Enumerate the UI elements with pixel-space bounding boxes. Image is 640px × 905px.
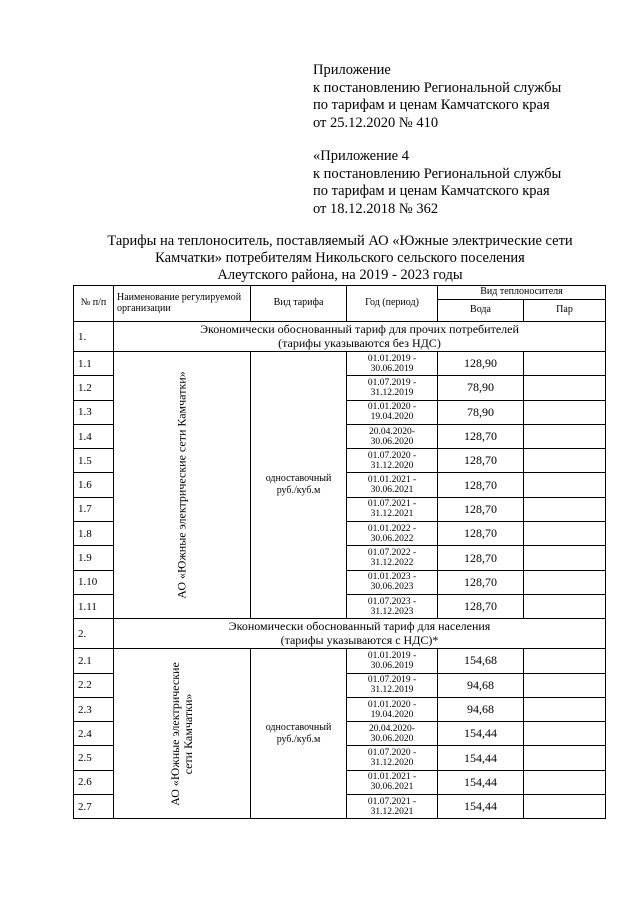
tariff-type-line: одноставочный bbox=[265, 473, 332, 485]
section-num: 1. bbox=[74, 322, 114, 352]
header-num: № п/п bbox=[74, 286, 114, 322]
row-num: 1.7 bbox=[74, 497, 114, 521]
period-cell bbox=[347, 522, 438, 546]
steam-tariff-value bbox=[524, 722, 606, 746]
period-end: 30.06.2021 bbox=[370, 782, 414, 793]
tariff-type bbox=[251, 649, 347, 819]
header-line: по тарифам и ценам Камчатского края bbox=[313, 183, 550, 199]
period-cell bbox=[347, 400, 438, 424]
steam-tariff-value bbox=[524, 770, 606, 794]
period-cell bbox=[347, 570, 438, 594]
row-num: 2.5 bbox=[74, 746, 114, 770]
header-period: Год (период) bbox=[347, 286, 438, 322]
row-num: 2.1 bbox=[74, 649, 114, 673]
period-cell bbox=[347, 649, 438, 673]
period-cell bbox=[347, 424, 438, 448]
table-row bbox=[74, 649, 606, 673]
period-start: 20.04.2020- bbox=[369, 426, 415, 437]
row-num: 1.5 bbox=[74, 449, 114, 473]
period-end: 30.06.2019 bbox=[370, 363, 414, 374]
period-cell bbox=[347, 497, 438, 521]
section-title bbox=[114, 619, 606, 649]
period-end: 30.06.2020 bbox=[370, 436, 414, 447]
water-tariff-value: 128,70 bbox=[438, 497, 524, 521]
period-start: 01.01.2022 - bbox=[367, 523, 417, 534]
period-start: 01.01.2020 - bbox=[367, 699, 417, 710]
period-cell bbox=[347, 594, 438, 618]
org-name-line: АО «Южные электрические bbox=[168, 661, 182, 806]
steam-tariff-value bbox=[524, 673, 606, 697]
table-row bbox=[74, 352, 606, 376]
section-num: 2. bbox=[74, 619, 114, 649]
period-start: 01.01.2021 - bbox=[367, 772, 417, 783]
tariff-type-line: одноставочный bbox=[265, 721, 332, 733]
period-end: 30.06.2019 bbox=[370, 660, 414, 671]
tariff-type bbox=[251, 352, 347, 619]
header-org: Наименование регулируемой организации bbox=[114, 286, 251, 322]
steam-tariff-value bbox=[524, 570, 606, 594]
header-line: к постановлению Региональной службы bbox=[313, 165, 562, 182]
period-cell bbox=[347, 795, 438, 819]
steam-tariff-value bbox=[524, 400, 606, 424]
row-num: 2.4 bbox=[74, 722, 114, 746]
row-num: 1.2 bbox=[74, 376, 114, 400]
row-num: 1.10 bbox=[74, 570, 114, 594]
steam-tariff-value bbox=[524, 522, 606, 546]
document-title bbox=[75, 233, 605, 284]
org-name bbox=[169, 662, 195, 806]
row-num: 2.6 bbox=[74, 770, 114, 794]
steam-tariff-value bbox=[524, 795, 606, 819]
period-end: 19.04.2020 bbox=[370, 412, 414, 423]
water-tariff-value: 128,70 bbox=[438, 424, 524, 448]
title-line: Тарифы на теплоноситель, поставляемый АО «Южные электрические сети bbox=[107, 233, 573, 249]
header-line: от 18.12.2018 № 362 bbox=[313, 200, 439, 217]
row-num: 2.3 bbox=[74, 697, 114, 721]
period-cell bbox=[347, 746, 438, 770]
period-end: 30.06.2023 bbox=[370, 582, 414, 593]
header-carrier: Вид теплоносителя bbox=[438, 286, 606, 300]
section-title-line: (тарифы указываются без НДС) bbox=[278, 335, 441, 350]
period-start: 01.07.2019 - bbox=[367, 675, 417, 686]
row-num: 2.7 bbox=[74, 795, 114, 819]
period-start: 01.07.2020 - bbox=[367, 748, 417, 759]
water-tariff-value: 128,70 bbox=[438, 570, 524, 594]
water-tariff-value: 128,70 bbox=[438, 473, 524, 497]
title-line: Алеутского района, на 2019 - 2023 годы bbox=[217, 267, 463, 283]
row-num: 1.3 bbox=[74, 400, 114, 424]
water-tariff-value: 128,70 bbox=[438, 522, 524, 546]
water-tariff-value: 78,90 bbox=[438, 400, 524, 424]
row-num: 1.8 bbox=[74, 522, 114, 546]
period-start: 01.01.2023 - bbox=[367, 572, 417, 583]
section-title-line: Экономически обоснованный тариф для населения bbox=[228, 619, 491, 634]
period-start: 01.07.2022 - bbox=[367, 548, 417, 559]
row-num: 2.2 bbox=[74, 673, 114, 697]
period-cell bbox=[347, 770, 438, 794]
period-end: 31.12.2020 bbox=[370, 758, 414, 769]
header-line: Приложение bbox=[313, 62, 391, 78]
steam-tariff-value bbox=[524, 473, 606, 497]
steam-tariff-value bbox=[524, 746, 606, 770]
org-name-vertical bbox=[114, 352, 251, 619]
period-cell bbox=[347, 473, 438, 497]
water-tariff-value: 154,44 bbox=[438, 746, 524, 770]
water-tariff-value: 154,44 bbox=[438, 795, 524, 819]
water-tariff-value: 94,68 bbox=[438, 673, 524, 697]
period-end: 31.12.2021 bbox=[370, 806, 414, 817]
period-end: 30.06.2022 bbox=[370, 533, 414, 544]
section-row bbox=[74, 322, 606, 352]
section-title-line: Экономически обоснованный тариф для прочих потребителей bbox=[200, 322, 519, 336]
period-cell bbox=[347, 697, 438, 721]
period-start: 20.04.2020- bbox=[369, 723, 415, 734]
steam-tariff-value bbox=[524, 352, 606, 376]
row-num: 1.11 bbox=[74, 594, 114, 618]
period-start: 01.07.2020 - bbox=[367, 450, 417, 461]
header-tariff-type: Вид тарифа bbox=[251, 286, 347, 322]
header-water: Вода bbox=[438, 300, 524, 322]
period-end: 31.12.2019 bbox=[370, 387, 414, 398]
period-start: 01.07.2019 - bbox=[367, 377, 417, 388]
period-start: 01.01.2019 - bbox=[367, 650, 417, 661]
steam-tariff-value bbox=[524, 376, 606, 400]
period-start: 01.01.2021 - bbox=[367, 475, 417, 486]
period-start: 01.07.2021 - bbox=[367, 499, 417, 510]
steam-tariff-value bbox=[524, 449, 606, 473]
tariff-table bbox=[73, 285, 606, 819]
steam-tariff-value bbox=[524, 497, 606, 521]
org-name-line: сети Камчатки» bbox=[181, 693, 195, 775]
row-num: 1.9 bbox=[74, 546, 114, 570]
period-end: 19.04.2020 bbox=[370, 709, 414, 720]
row-num: 1.1 bbox=[74, 352, 114, 376]
section-title bbox=[114, 322, 606, 352]
steam-tariff-value bbox=[524, 697, 606, 721]
period-cell bbox=[347, 449, 438, 473]
period-cell bbox=[347, 673, 438, 697]
org-name-vertical bbox=[114, 649, 251, 819]
period-end: 30.06.2021 bbox=[370, 485, 414, 496]
header-steam: Пар bbox=[524, 300, 606, 322]
header-line: по тарифам и ценам Камчатского края bbox=[313, 97, 550, 113]
water-tariff-value: 128,90 bbox=[438, 352, 524, 376]
period-end: 30.06.2020 bbox=[370, 733, 414, 744]
steam-tariff-value bbox=[524, 546, 606, 570]
period-cell bbox=[347, 352, 438, 376]
water-tariff-value: 154,68 bbox=[438, 649, 524, 673]
period-start: 01.01.2019 - bbox=[367, 353, 417, 364]
period-end: 31.12.2019 bbox=[370, 685, 414, 696]
period-end: 31.12.2023 bbox=[370, 606, 414, 617]
water-tariff-value: 154,44 bbox=[438, 722, 524, 746]
period-start: 01.07.2021 - bbox=[367, 796, 417, 807]
period-start: 01.01.2020 - bbox=[367, 402, 417, 413]
period-end: 31.12.2022 bbox=[370, 558, 414, 569]
period-end: 31.12.2020 bbox=[370, 460, 414, 471]
water-tariff-value: 154,44 bbox=[438, 770, 524, 794]
row-num: 1.6 bbox=[74, 473, 114, 497]
header-line: от 25.12.2020 № 410 bbox=[313, 114, 439, 131]
org-name: АО «Южные электрические сети Камчатки» bbox=[174, 371, 189, 599]
header-line: к постановлению Региональной службы bbox=[313, 79, 562, 96]
water-tariff-value: 128,70 bbox=[438, 546, 524, 570]
section-row bbox=[74, 619, 606, 649]
water-tariff-value: 128,70 bbox=[438, 449, 524, 473]
period-end: 31.12.2021 bbox=[370, 509, 414, 520]
period-cell bbox=[347, 376, 438, 400]
tariff-unit: руб./куб.м bbox=[276, 733, 321, 745]
title-line: Камчатки» потребителям Никольского сельского поселения bbox=[155, 250, 525, 266]
steam-tariff-value bbox=[524, 424, 606, 448]
tariff-unit: руб./куб.м bbox=[276, 485, 321, 497]
appendix-header-current bbox=[313, 62, 561, 132]
period-cell bbox=[347, 722, 438, 746]
row-num: 1.4 bbox=[74, 424, 114, 448]
steam-tariff-value bbox=[524, 594, 606, 618]
appendix-header-original bbox=[313, 148, 561, 218]
period-cell bbox=[347, 546, 438, 570]
steam-tariff-value bbox=[524, 649, 606, 673]
header-line: «Приложение 4 bbox=[313, 148, 409, 164]
water-tariff-value: 128,70 bbox=[438, 594, 524, 618]
water-tariff-value: 78,90 bbox=[438, 376, 524, 400]
water-tariff-value: 94,68 bbox=[438, 697, 524, 721]
period-start: 01.07.2023 - bbox=[367, 596, 417, 607]
section-title-line: (тарифы указываются с НДС)* bbox=[280, 632, 439, 647]
